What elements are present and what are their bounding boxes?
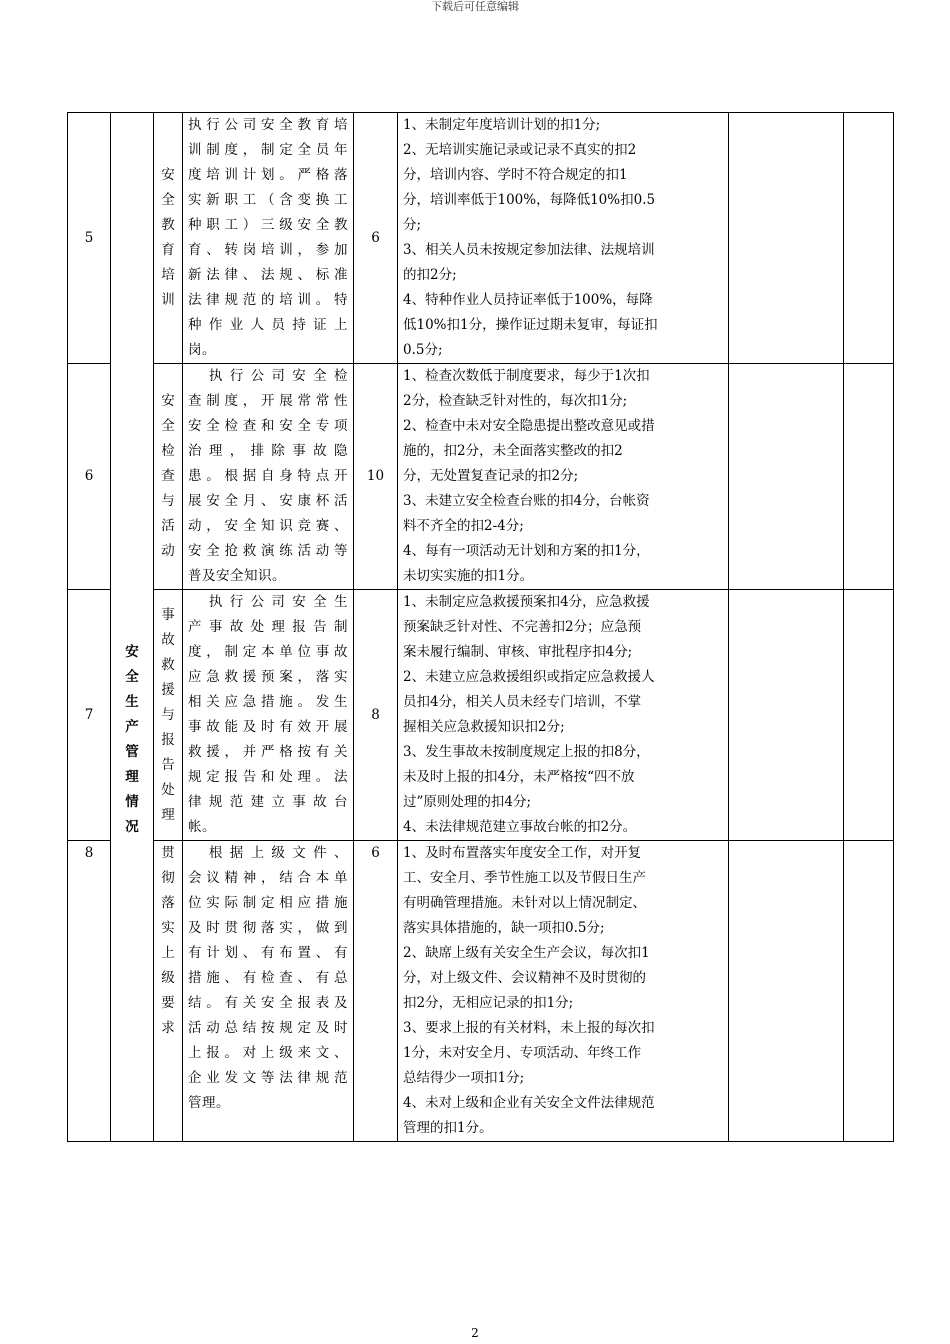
empty-cell-deduction <box>729 590 844 841</box>
row-number: 7 <box>68 590 111 841</box>
standard-line: 2、未建立应急救援组织或指定应急救援人 <box>403 669 655 685</box>
standard-cell <box>398 113 729 364</box>
requirement-line: 种职工）三级安全教 <box>188 217 348 233</box>
standard-line: 1分，未对安全月、专项活动、年终工作 <box>403 1045 642 1061</box>
standard-line: 低10%扣1分，操作证过期未复审，每证扣 <box>403 317 658 333</box>
empty-cell-remark <box>844 841 894 1142</box>
empty-cell-deduction <box>729 364 844 590</box>
requirement-line: 法律规范的培训。特 <box>188 292 348 308</box>
requirement-line: 及时贯彻落实，做到 <box>188 920 348 936</box>
requirement-line: 位实际制定相应措施 <box>188 895 348 911</box>
standard-line: 料不齐全的扣2-4分; <box>403 518 524 534</box>
standard-line: 4、未法律规范建立事故台帐的扣2分。 <box>403 819 637 835</box>
item-name: 贯彻落实上级要求 <box>161 845 175 1036</box>
category-label: 安全生产管理情况 <box>125 643 139 835</box>
requirement-line: 新法律、法规、标准 <box>188 267 348 283</box>
standard-line: 分，培训率低于100%，每降低10%扣0.5 <box>403 192 656 208</box>
requirement-line: 动，安全知识竞赛、 <box>188 518 348 534</box>
table-row <box>68 113 894 364</box>
requirement-line: 实新职工（含变换工 <box>188 192 348 208</box>
standard-line: 过”原则处理的扣4分; <box>403 794 532 810</box>
requirement-line: 管理。 <box>188 1095 230 1111</box>
table-row <box>68 364 894 590</box>
requirement-line: 事故能及时有效开展 <box>188 719 348 735</box>
standard-line: 预案缺乏针对性、不完善扣2分；应急预 <box>403 619 642 635</box>
score-cell: 6 <box>354 113 398 364</box>
requirement-line: 度培训计划。严格落 <box>188 167 348 183</box>
standard-line: 4、特种作业人员持证率低于100%，每降 <box>403 292 653 308</box>
requirement-line: 结。有关安全报表及 <box>188 995 348 1011</box>
score-cell: 8 <box>354 590 398 841</box>
standard-line: 2、缺席上级有关安全生产会议，每次扣1 <box>403 945 650 961</box>
standard-cell <box>398 364 729 590</box>
requirement-line: 种作业人员持证上 <box>188 317 348 333</box>
requirement-line: 查制度，开展常常性 <box>188 393 348 409</box>
requirement-line: 根据上级文件、 <box>188 845 348 861</box>
requirement-line: 相关应急措施。发生 <box>188 694 348 710</box>
requirement-line: 规定报告和处理。法 <box>188 769 348 785</box>
item-name: 事故救援与报告处理 <box>161 606 175 823</box>
standard-line: 3、未建立安全检查台账的扣4分，台帐资 <box>403 493 650 509</box>
requirement-line: 企业发文等法律规范 <box>188 1070 348 1086</box>
standard-line: 1、未制定应急救援预案扣4分，应急救援 <box>403 594 650 610</box>
standard-line: 3、要求上报的有关材料，未上报的每次扣 <box>403 1020 655 1036</box>
standard-line: 管理的扣1分。 <box>403 1120 493 1136</box>
score-cell: 10 <box>354 364 398 590</box>
standard-line: 落实具体措施的，缺一项扣0.5分; <box>403 920 605 936</box>
score-cell: 6 <box>354 841 398 1142</box>
standard-line: 1、及时布置落实年度安全工作，对开复 <box>403 845 642 861</box>
standard-line: 的扣2分; <box>403 267 457 283</box>
standard-line: 分; <box>403 217 422 233</box>
page-number: 2 <box>471 1326 479 1340</box>
requirement-line: 安全抢救演练活动等 <box>188 543 348 559</box>
page-header: 下载后可任意编辑 <box>431 0 519 13</box>
item-name-cell <box>154 841 183 1142</box>
requirement-line: 律规范建立事故台 <box>188 794 348 810</box>
requirement-cell <box>183 841 354 1142</box>
requirement-line: 救援，并严格按有关 <box>188 744 348 760</box>
requirement-line: 岗。 <box>188 342 216 358</box>
requirement-cell <box>183 113 354 364</box>
empty-cell-remark <box>844 113 894 364</box>
empty-cell-deduction <box>729 113 844 364</box>
requirement-line: 应急救援预案，落实 <box>188 669 348 685</box>
requirement-line: 治理，排除事故隐 <box>188 443 348 459</box>
item-name: 安全检查与活动 <box>161 393 175 559</box>
assessment-table <box>67 112 894 1142</box>
table-row <box>68 841 894 1142</box>
standard-line: 工、安全月、季节性施工以及节假日生产 <box>403 870 646 886</box>
requirement-line: 训制度，制定全员年 <box>188 142 348 158</box>
standard-line: 0.5分; <box>403 342 443 358</box>
standard-line: 3、发生事故未按制度规定上报的扣8分， <box>403 744 650 760</box>
requirement-line: 活动总结按规定及时 <box>188 1020 348 1036</box>
requirement-line: 帐。 <box>188 819 216 835</box>
requirement-line: 执行公司安全检 <box>188 368 348 384</box>
requirement-line: 上报。对上级来文、 <box>188 1045 348 1061</box>
standard-line: 1、未制定年度培训计划的扣1分; <box>403 117 601 133</box>
standard-line: 扣2分，无相应记录的扣1分; <box>403 995 574 1011</box>
standard-line: 分，无处置复查记录的扣2分; <box>403 468 579 484</box>
standard-line: 分，培训内容、学时不符合规定的扣1 <box>403 167 628 183</box>
requirement-line: 执行公司安全生 <box>188 594 348 610</box>
standard-line: 总结得少一项扣1分; <box>403 1070 525 1086</box>
requirement-line: 度，制定本单位事故 <box>188 644 348 660</box>
requirement-line: 执行公司安全教育培 <box>188 117 348 133</box>
row-number: 8 <box>68 841 111 1142</box>
item-name-cell <box>154 364 183 590</box>
empty-cell-deduction <box>729 841 844 1142</box>
standard-line: 2分，检查缺乏针对性的，每次扣1分; <box>403 393 628 409</box>
item-name-cell <box>154 590 183 841</box>
table-row <box>68 590 894 841</box>
standard-line: 2、检查中未对安全隐患提出整改意见或措 <box>403 418 655 434</box>
item-name: 安全教育培训 <box>161 167 175 308</box>
standard-line: 未切实实施的扣1分。 <box>403 568 534 584</box>
requirement-line: 有计划、有布置、有 <box>188 945 348 961</box>
category-cell <box>111 113 154 1142</box>
requirement-line: 普及安全知识。 <box>188 568 286 584</box>
empty-cell-remark <box>844 590 894 841</box>
standard-line: 施的，扣2分，未全面落实整改的扣2 <box>403 443 623 459</box>
requirement-cell <box>183 590 354 841</box>
standard-line: 分，对上级文件、会议精神不及时贯彻的 <box>403 970 646 986</box>
requirement-line: 产事故处理报告制 <box>188 619 348 635</box>
requirement-line: 育、转岗培训，参加 <box>188 242 348 258</box>
requirement-line: 会议精神，结合本单 <box>188 870 348 886</box>
standard-cell <box>398 590 729 841</box>
standard-line: 4、每有一项活动无计划和方案的扣1分， <box>403 543 650 559</box>
requirement-line: 安全检查和安全专项 <box>188 418 348 434</box>
standard-line: 3、相关人员未按规定参加法律、法规培训 <box>403 242 655 258</box>
standard-cell <box>398 841 729 1142</box>
standard-line: 员扣4分，相关人员未经专门培训，不掌 <box>403 694 642 710</box>
standard-line: 握相关应急救援知识扣2分; <box>403 719 565 735</box>
requirement-line: 展安全月、安康杯活 <box>188 493 348 509</box>
standard-line: 未及时上报的扣4分，未严格按“四不放 <box>403 769 635 785</box>
requirement-line: 措施、有检查、有总 <box>188 970 348 986</box>
standard-line: 案未履行编制、审核、审批程序扣4分; <box>403 644 633 660</box>
standard-line: 有明确管理措施。未针对以上情况制定、 <box>403 895 646 911</box>
requirement-line: 患。根据自身特点开 <box>188 468 348 484</box>
requirement-cell <box>183 364 354 590</box>
row-number: 5 <box>68 113 111 364</box>
standard-line: 2、无培训实施记录或记录不真实的扣2 <box>403 142 637 158</box>
empty-cell-remark <box>844 364 894 590</box>
item-name-cell <box>154 113 183 364</box>
row-number: 6 <box>68 364 111 590</box>
standard-line: 1、检查次数低于制度要求，每少于1次扣 <box>403 368 650 384</box>
standard-line: 4、未对上级和企业有关安全文件法律规范 <box>403 1095 655 1111</box>
